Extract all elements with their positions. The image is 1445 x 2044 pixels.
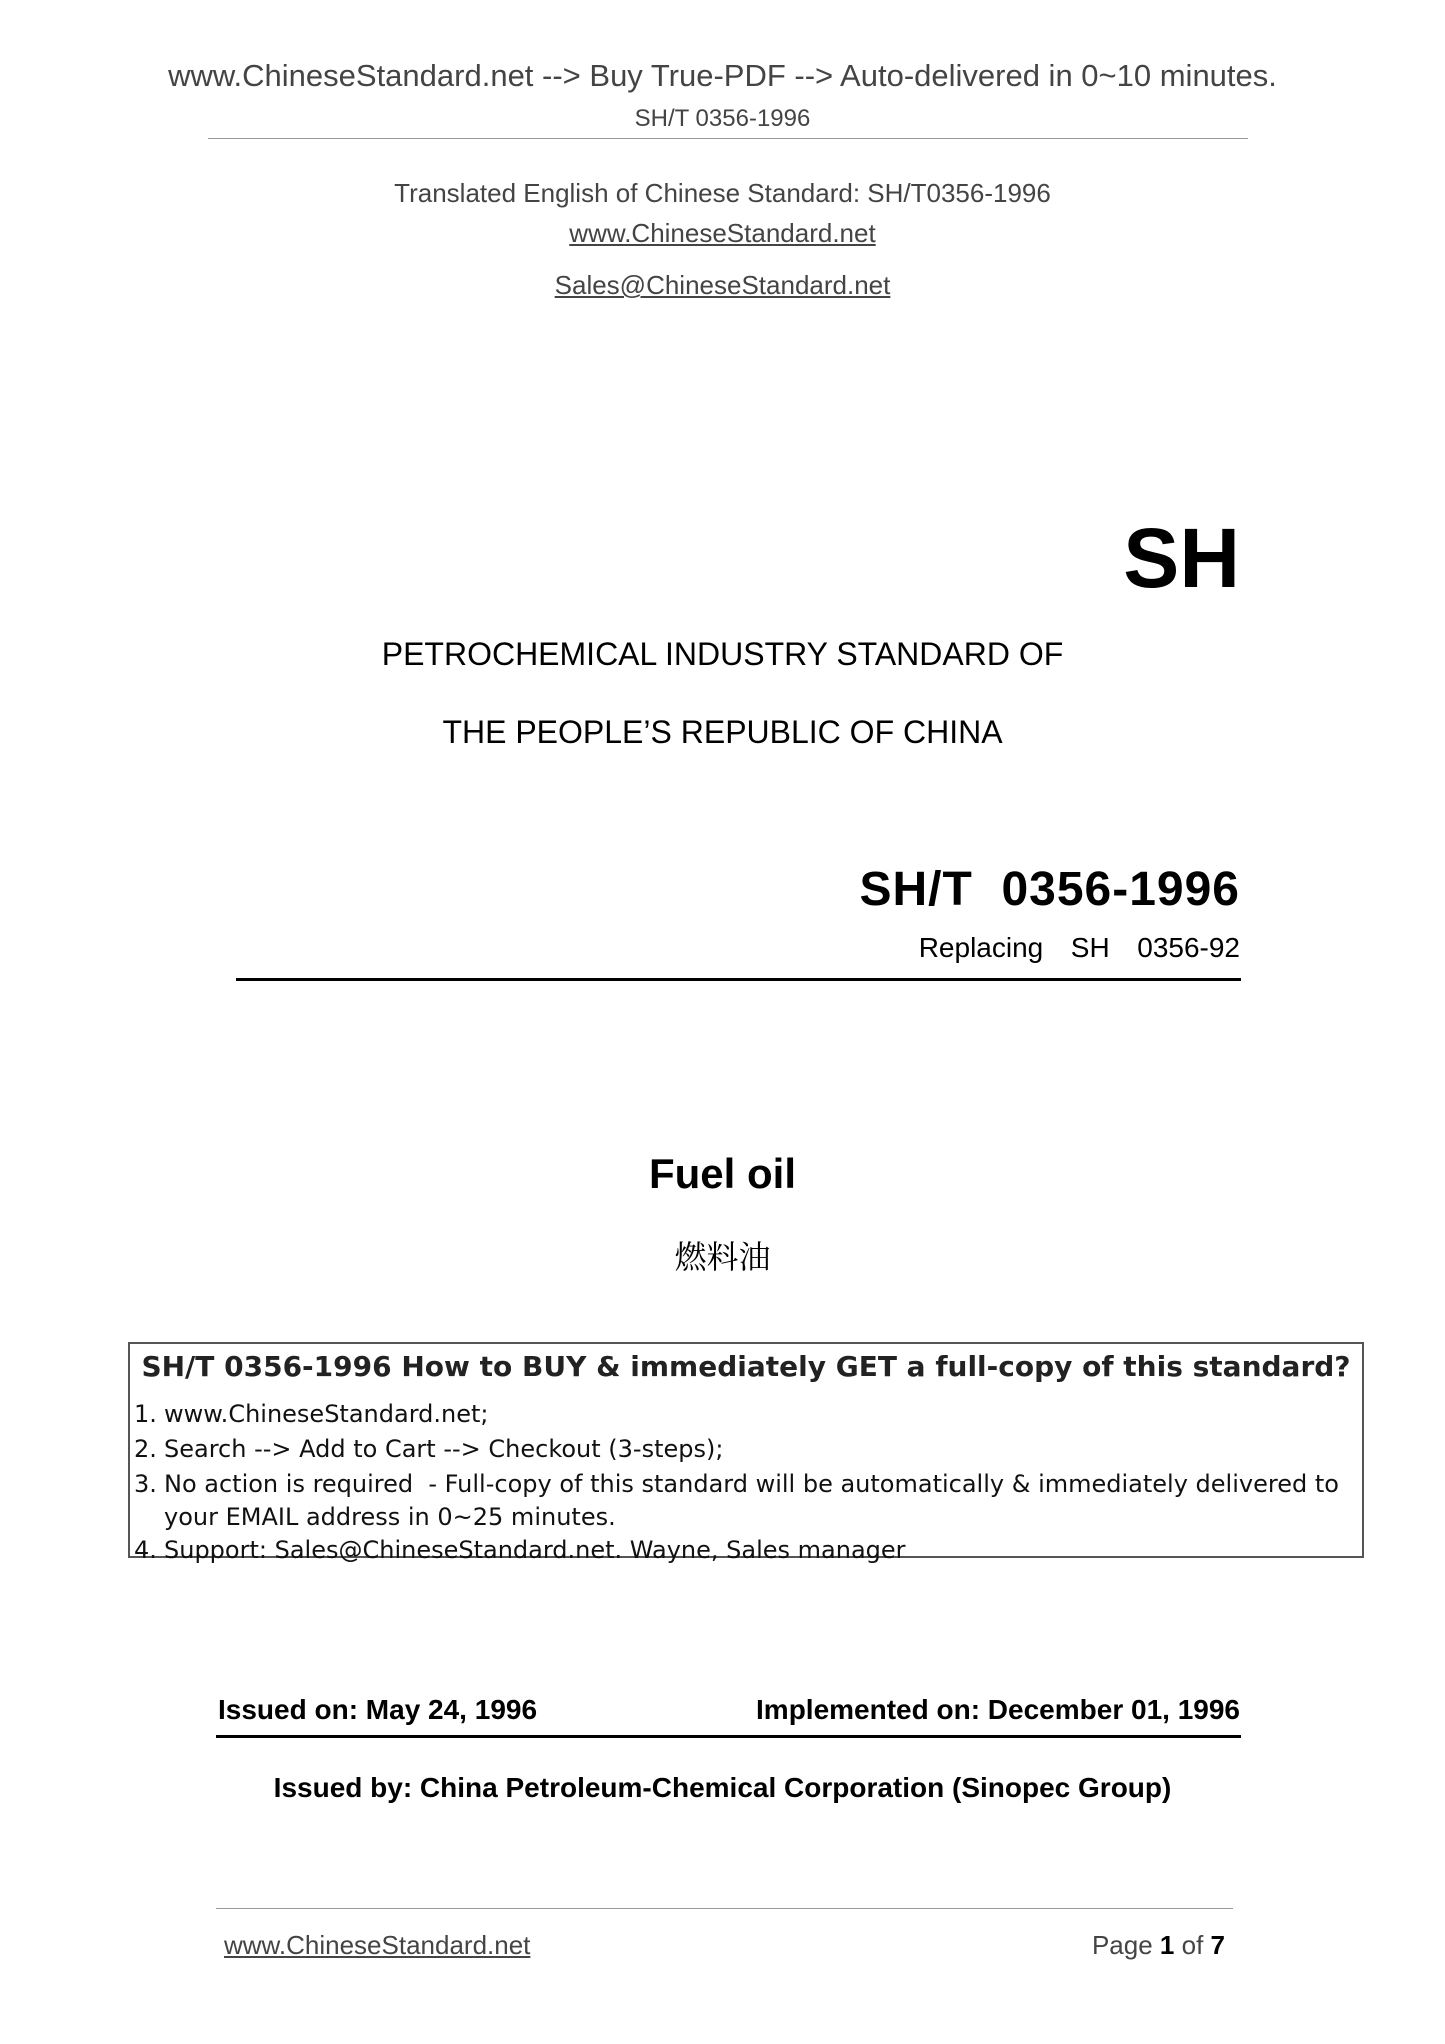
document-title-chinese: 燃料油 [674, 1238, 771, 1276]
page-current: 1 [1159, 1930, 1175, 1960]
standard-heading-line2: THE PEOPLE’S REPUBLIC OF CHINA [442, 714, 1003, 750]
footer-site-link[interactable]: www.ChineseStandard.net [224, 1930, 531, 1960]
page-indicator [1092, 1930, 1225, 1961]
replacing-note: Replacing SH 0356-92 [918, 932, 1240, 963]
site-link-container [0, 218, 1445, 249]
standard-logo: SH [1123, 511, 1240, 605]
step-number: 1. [134, 1400, 157, 1428]
issued-on-date: Issued on: May 24, 1996 [218, 1694, 538, 1725]
implemented-on-date: Implemented on: December 01, 1996 [756, 1694, 1240, 1725]
site-link[interactable]: www.ChineseStandard.net [569, 218, 876, 248]
purchase-step [134, 1536, 906, 1564]
sales-email-container [0, 270, 1445, 301]
step-text: Support: Sales@ChineseStandard.net. Wayne, Sales manager [164, 1536, 906, 1564]
issued-by: Issued by: China Petroleum-Chemical Corporation (Sinopec Group) [273, 1772, 1172, 1803]
purchase-info-box [128, 1342, 1364, 1564]
standard-divider [236, 978, 1241, 981]
step-text: www.ChineseStandard.net; [164, 1400, 489, 1428]
page-of-label: of [1181, 1930, 1204, 1960]
footer-divider [216, 1908, 1233, 1909]
page-total: 7 [1210, 1930, 1225, 1960]
translated-title: Translated English of Chinese Standard: SH/T0356-1996 [394, 178, 1051, 208]
purchase-step [134, 1400, 488, 1428]
page-label: Page [1091, 1930, 1153, 1960]
step-text: your EMAIL address in 0~25 minutes. [164, 1503, 616, 1531]
purchase-box-title: SH/T 0356-1996 How to BUY & immediately GET a full-copy of this standard? [141, 1350, 1351, 1383]
step-number: 4. [134, 1536, 157, 1564]
purchase-step-continued [134, 1503, 616, 1531]
header-divider [208, 138, 1248, 139]
purchase-step [134, 1435, 723, 1463]
top-banner: www.ChineseStandard.net --> Buy True-PDF --> Auto-delivered in 0~10 minutes. [168, 58, 1277, 93]
step-number: 2. [134, 1435, 157, 1463]
step-number: 3. [134, 1470, 157, 1498]
sales-email-link[interactable]: Sales@ChineseStandard.net [554, 270, 891, 300]
standard-number: SH/T 0356-1996 [859, 863, 1240, 916]
dates-divider [216, 1735, 1241, 1738]
standard-heading-line1: PETROCHEMICAL INDUSTRY STANDARD OF [381, 636, 1064, 672]
document-title: Fuel oil [649, 1150, 796, 1197]
purchase-step [134, 1470, 1339, 1498]
header-doc-id: SH/T 0356-1996 [634, 105, 811, 132]
step-text: Search --> Add to Cart --> Checkout (3-steps); [164, 1435, 724, 1463]
step-text: No action is required - Full-copy of this standard will be automatically & immediately delivered to [164, 1470, 1339, 1498]
